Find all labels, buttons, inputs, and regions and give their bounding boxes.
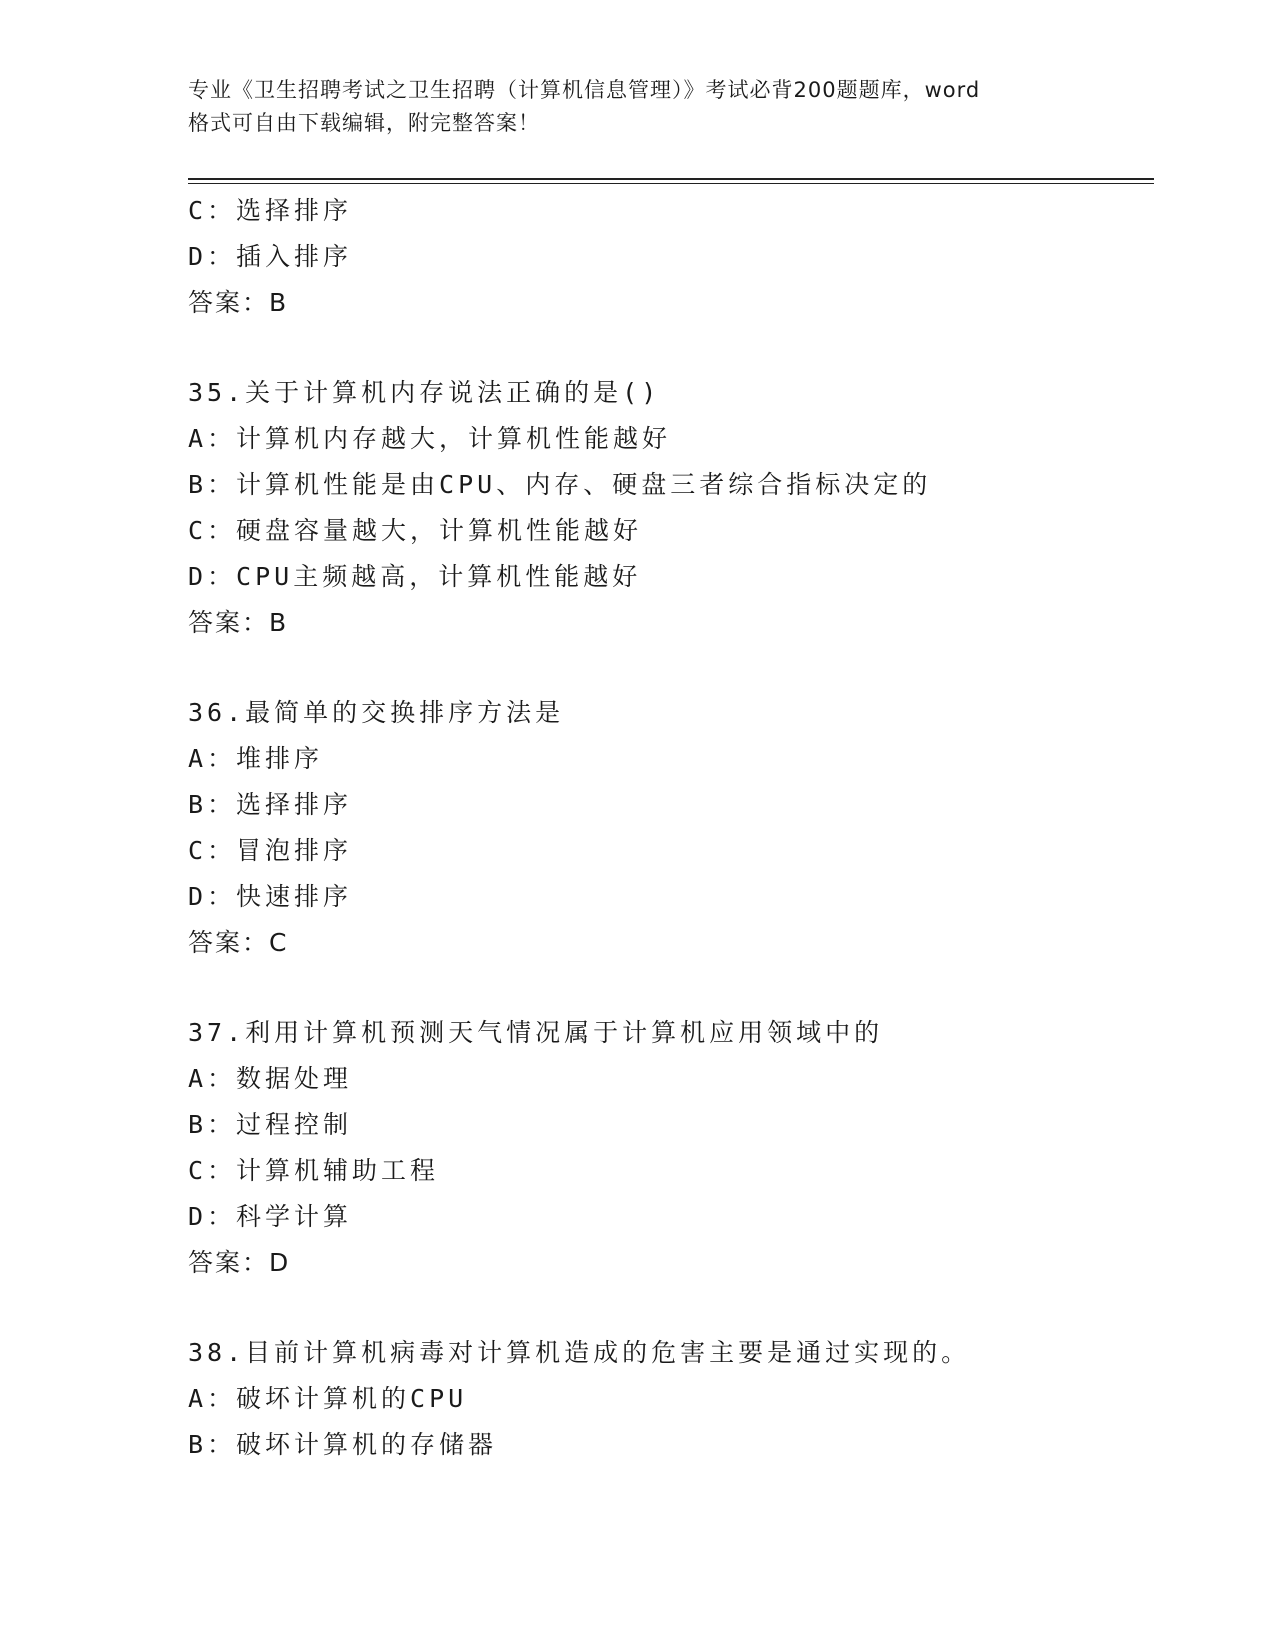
option-d: D：插入排序 xyxy=(188,242,353,271)
answer-line: 答案：B xyxy=(188,608,289,637)
option-c: C：冒泡排序 xyxy=(188,836,353,865)
option-d: D：科学计算 xyxy=(188,1202,353,1231)
option-d: D：快速排序 xyxy=(188,882,353,911)
header-divider-thin xyxy=(188,183,1154,184)
document-title xyxy=(188,74,1088,140)
option-a: A：计算机内存越大，计算机性能越好 xyxy=(188,424,672,453)
question-stem: 37.利用计算机预测天气情况属于计算机应用领域中的 xyxy=(188,1018,884,1047)
document-title-line-2: 格式可自由下载编辑，附完整答案！ xyxy=(188,111,540,135)
question-36 xyxy=(188,690,1154,966)
header-divider-thick xyxy=(188,178,1154,180)
option-c: C：选择排序 xyxy=(188,196,353,225)
option-a: A：堆排序 xyxy=(188,744,324,773)
option-c: C：硬盘容量越大，计算机性能越好 xyxy=(188,516,643,545)
option-b: B：选择排序 xyxy=(188,790,353,819)
partial-question-block xyxy=(188,188,1154,326)
option-c: C：计算机辅助工程 xyxy=(188,1156,440,1185)
question-35 xyxy=(188,370,1154,646)
question-37 xyxy=(188,1010,1154,1286)
option-b: B：计算机性能是由CPU、内存、硬盘三者综合指标决定的 xyxy=(188,470,932,499)
option-d: D：CPU主频越高，计算机性能越好 xyxy=(188,562,642,591)
question-38 xyxy=(188,1330,1154,1468)
answer-line: 答案：B xyxy=(188,288,289,317)
question-stem: 35.关于计算机内存说法正确的是() xyxy=(188,378,661,407)
question-stem: 38.目前计算机病毒对计算机造成的危害主要是通过实现的。 xyxy=(188,1338,971,1367)
option-a: A：破坏计算机的CPU xyxy=(188,1384,468,1413)
question-list xyxy=(188,188,1154,1468)
answer-line: 答案：C xyxy=(188,928,289,957)
option-a: A：数据处理 xyxy=(188,1064,353,1093)
question-stem: 36.最简单的交换排序方法是 xyxy=(188,698,565,727)
option-b: B：破坏计算机的存储器 xyxy=(188,1430,498,1459)
option-b: B：过程控制 xyxy=(188,1110,353,1139)
answer-line: 答案：D xyxy=(188,1248,291,1277)
document-title-line-1: 专业《卫生招聘考试之卫生招聘（计算机信息管理）》考试必背200题题库，word xyxy=(188,78,981,102)
